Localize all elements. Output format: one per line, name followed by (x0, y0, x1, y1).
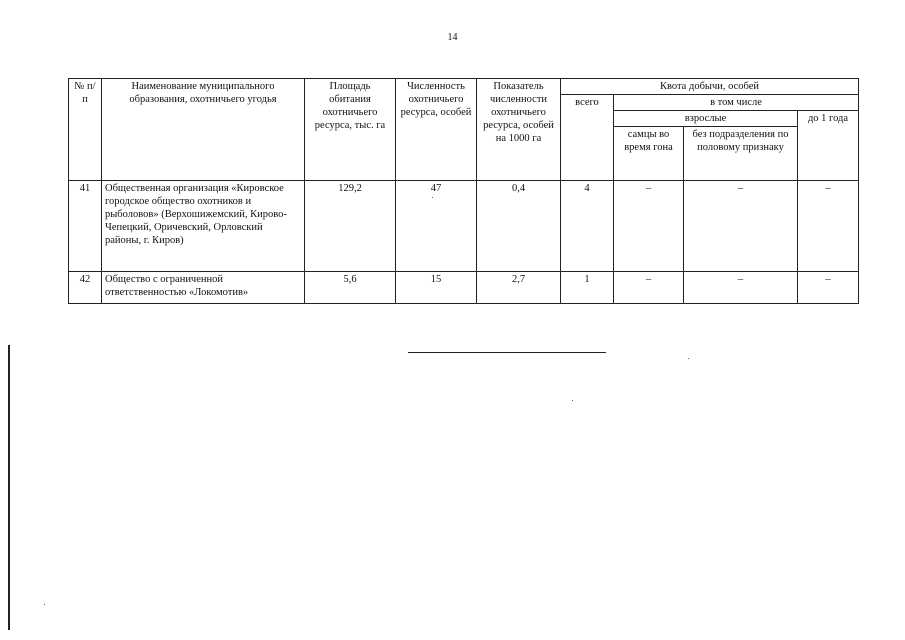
hunting-quota-table (68, 78, 859, 304)
row-name: Общественная организация «Кировское городское общество охотников и рыболовов» (Верхошижемский, Кирово-Чепецкий, Оричевский, Орловский районы, г. Киров) (102, 181, 305, 272)
header-under1: до 1 года (798, 111, 859, 181)
header-count: Численность охотничьего ресурса, особей (396, 79, 477, 181)
row-name: Общество с ограниченной ответственностью «Локомотив» (102, 272, 305, 304)
row-under1: – (798, 272, 859, 304)
header-name: Наименование муниципального образования, охотничьего угодья (102, 79, 305, 181)
scan-speck (44, 604, 45, 605)
row-area: 5,6 (305, 272, 396, 304)
scan-speck (688, 358, 689, 359)
row-males: – (614, 181, 684, 272)
header-area: Площадь обитания охотничьего ресурса, тыс. га (305, 79, 396, 181)
header-quota: Квота добычи, особей (561, 79, 859, 95)
table-row (69, 272, 859, 304)
row-num: 41 (69, 181, 102, 272)
scan-speck (432, 197, 433, 198)
row-density: 0,4 (477, 181, 561, 272)
header-adults: взрослые (614, 111, 798, 127)
header-males: самцы во время гона (614, 127, 684, 181)
header-including: в том числе (614, 95, 859, 111)
row-total: 1 (561, 272, 614, 304)
row-area: 129,2 (305, 181, 396, 272)
row-no-sex: – (684, 272, 798, 304)
row-under1: – (798, 181, 859, 272)
header-total: всего (561, 95, 614, 181)
scan-edge-line (8, 345, 10, 630)
row-num: 42 (69, 272, 102, 304)
row-males: – (614, 272, 684, 304)
table-row (69, 181, 859, 272)
section-divider (408, 352, 606, 353)
header-no-sex: без подразделения по половому признаку (684, 127, 798, 181)
scan-speck (572, 400, 573, 401)
row-no-sex: – (684, 181, 798, 272)
page-number: 14 (447, 32, 458, 43)
header-num: № п/п (69, 79, 102, 181)
header-density: Показатель численности охотничьего ресурса, особей на 1000 га (477, 79, 561, 181)
row-count: 47 (396, 181, 477, 272)
row-density: 2,7 (477, 272, 561, 304)
row-count: 15 (396, 272, 477, 304)
row-total: 4 (561, 181, 614, 272)
